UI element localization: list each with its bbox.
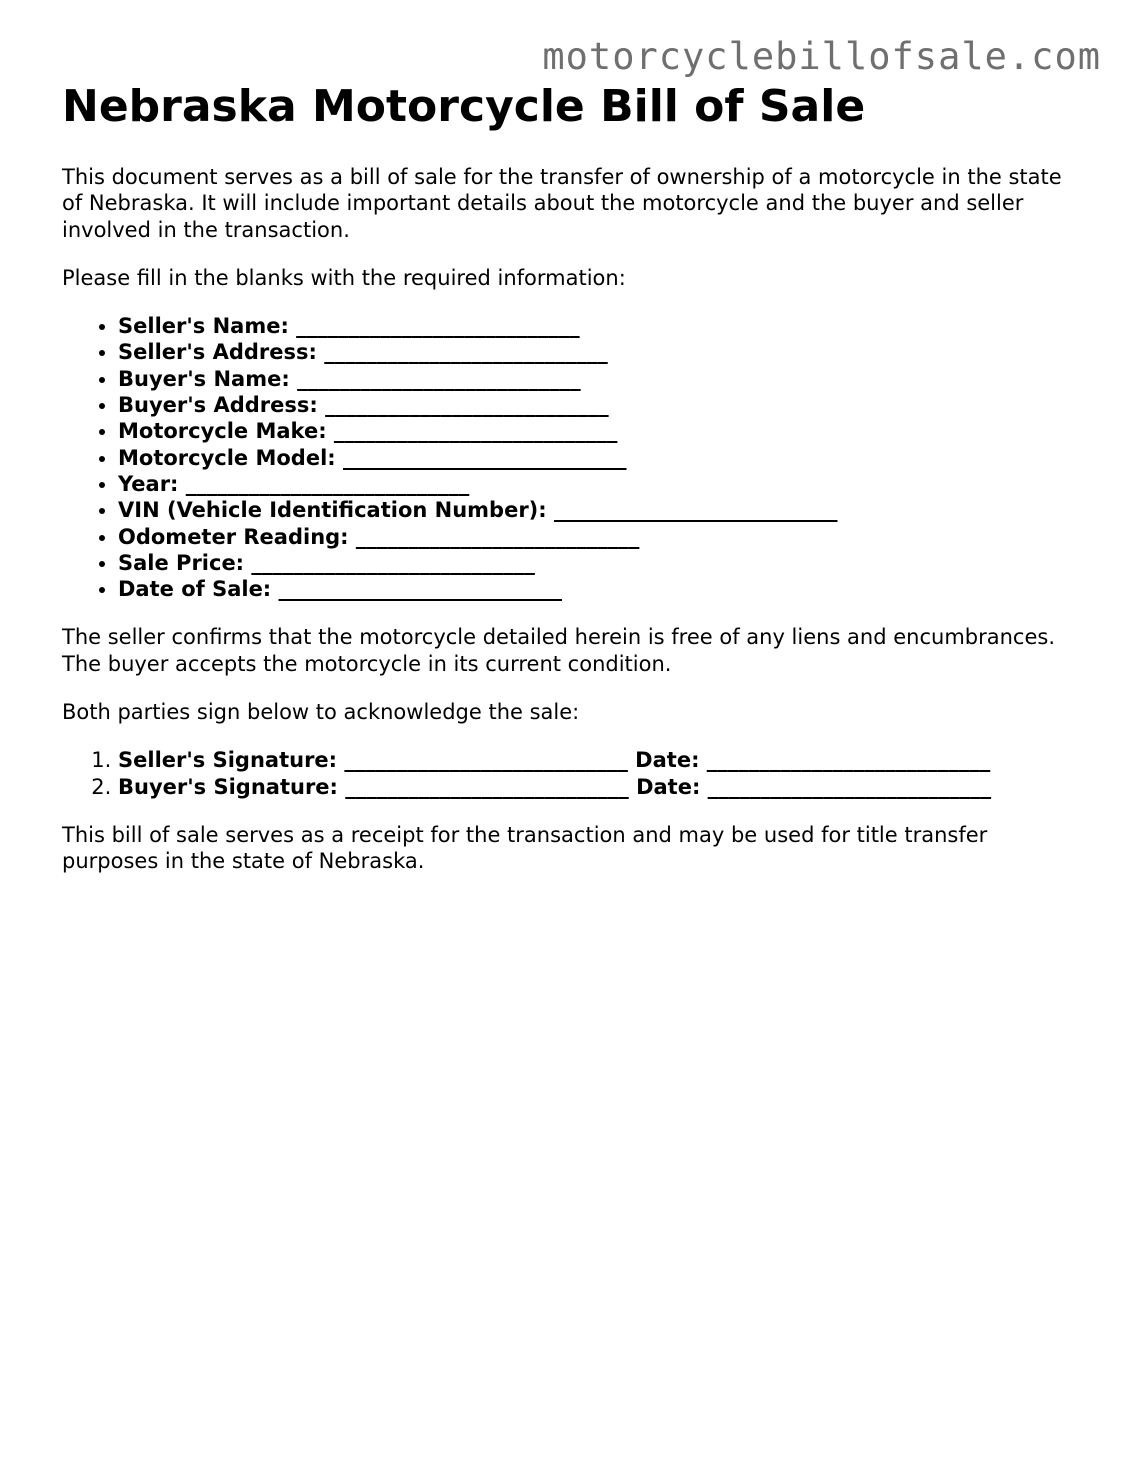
- field-seller-name: • Seller's Name: ___________________________: [118, 313, 1077, 339]
- closing-paragraph: This bill of sale serves as a receipt for the transaction and may be used for title transfer purposes in the state of Nebraska.: [62, 822, 988, 874]
- page-title: Nebraska Motorcycle Bill of Sale: [62, 81, 866, 132]
- field-odometer: • Odometer Reading: ___________________________: [118, 524, 1077, 550]
- fields-list: [62, 313, 1077, 602]
- site-watermark: motorcyclebillofsale.com: [542, 35, 1101, 78]
- seller-signature-line: 1. Seller's Signature: ___________________________ Date: ___________________________: [118, 747, 1077, 773]
- signatures-list: [62, 747, 1077, 800]
- intro-paragraph: This document serves as a bill of sale for the transfer of ownership of a motorcycle in the state of Nebraska. It will include important details about the motorcycle and the buyer and seller involved in the transaction.: [62, 165, 1062, 242]
- condition-paragraph: The seller confirms that the motorcycle detailed herein is free of any liens and encumbrances. The buyer accepts the motorcycle in its current condition.: [62, 625, 1056, 676]
- field-motorcycle-model: • Motorcycle Model: ___________________________: [118, 445, 1077, 471]
- field-date-of-sale: • Date of Sale: ___________________________: [118, 576, 1077, 602]
- field-motorcycle-make: • Motorcycle Make: ___________________________: [118, 418, 1077, 444]
- field-buyer-address: • Buyer's Address: ___________________________: [118, 392, 1077, 418]
- document-body: [62, 82, 1077, 897]
- sign-intro-paragraph: Both parties sign below to acknowledge the sale:: [62, 700, 580, 725]
- instructions-paragraph: Please fill in the blanks with the required information:: [62, 265, 626, 290]
- buyer-signature-line: 2. Buyer's Signature: ___________________________ Date: ___________________________: [118, 774, 1077, 800]
- field-buyer-name: • Buyer's Name: ___________________________: [118, 366, 1077, 392]
- field-vin: • VIN (Vehicle Identification Number): ___________________________: [118, 497, 1077, 523]
- field-sale-price: • Sale Price: ___________________________: [118, 550, 1077, 576]
- field-seller-address: • Seller's Address: ___________________________: [118, 339, 1077, 365]
- field-year: • Year: ___________________________: [118, 471, 1077, 497]
